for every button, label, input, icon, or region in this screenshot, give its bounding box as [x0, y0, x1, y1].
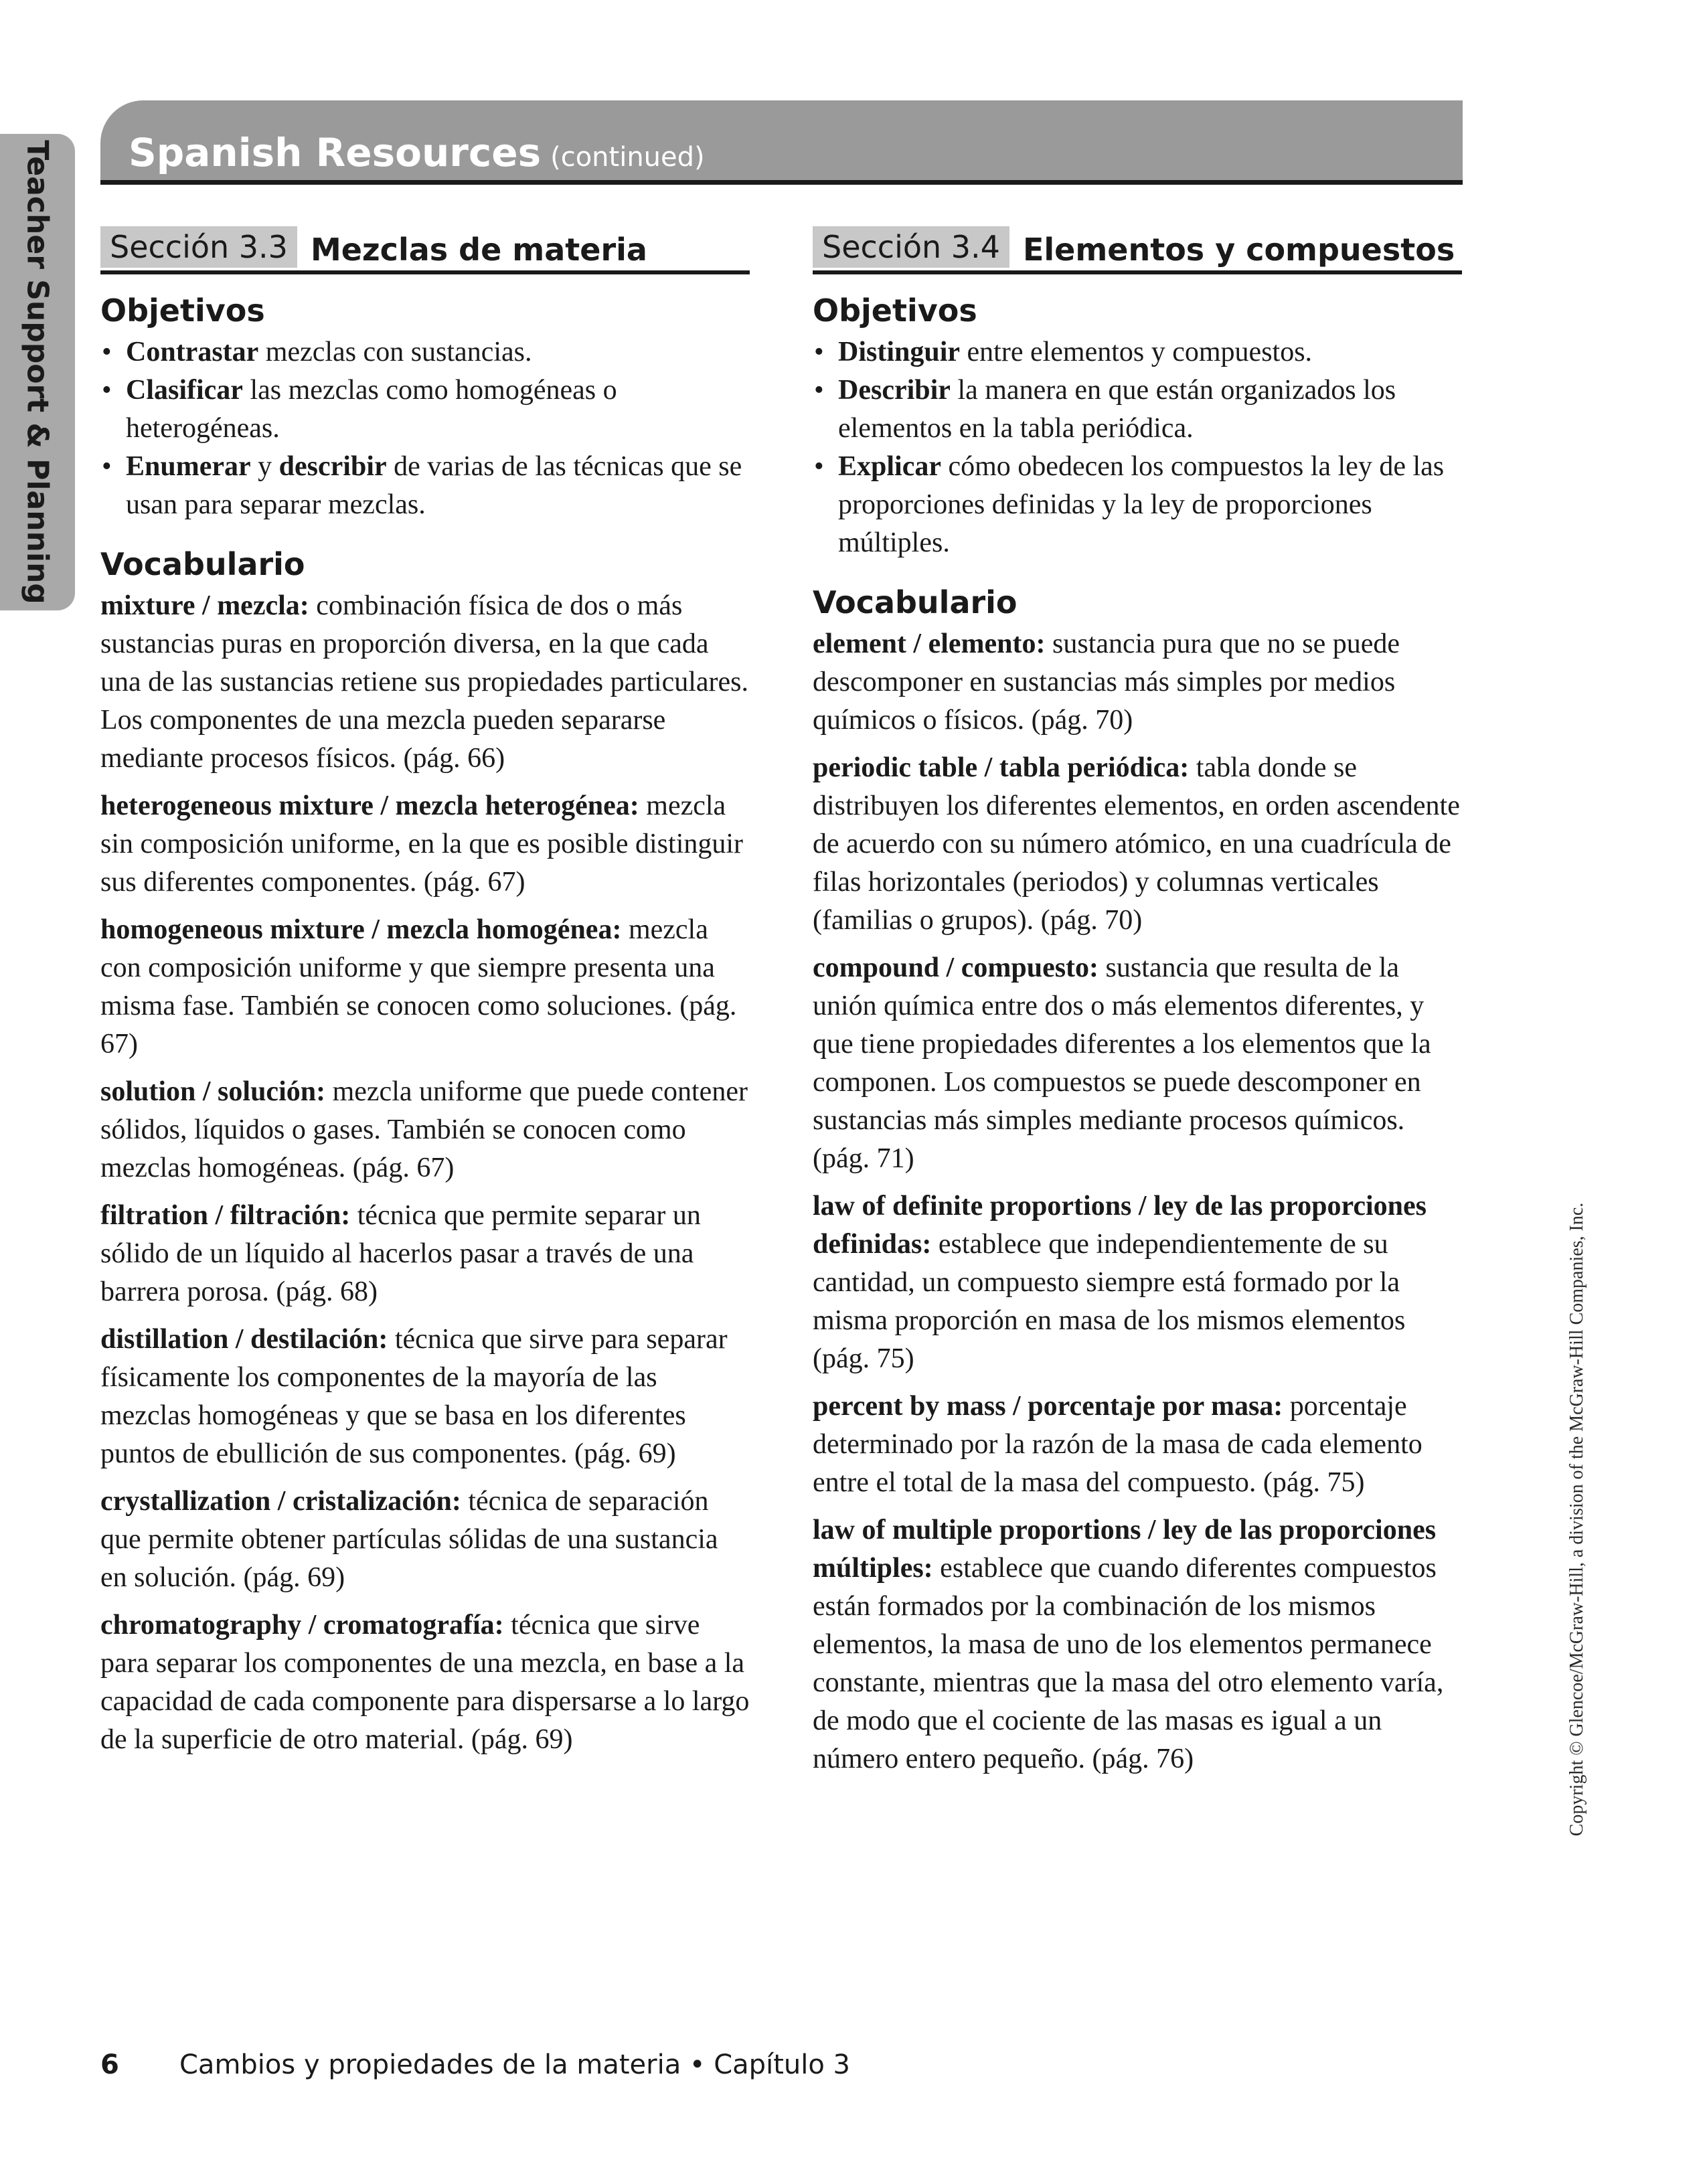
vocab-term: crystallization / cristalización:: [100, 1486, 461, 1517]
vocab-term: distillation / destilación:: [100, 1324, 388, 1355]
vocab-entry: [813, 749, 1462, 940]
section-title: Elementos y compuestos: [1022, 232, 1455, 268]
vocab-definition: establece que cuando diferentes compuestos están formados por la combinación de los mismos elementos, la masa de uno de los elementos permanece constante, mientras que la masa del otro elemento varía, de modo que el cociente de las masas es igual a un número entero pequeño. (pág. 76): [813, 1553, 1444, 1774]
vocab-term: homogeneous mixture / mezcla homogénea:: [100, 914, 622, 945]
objectives-list: [813, 333, 1462, 562]
vocabulary-heading: Vocabulario: [813, 584, 1018, 620]
objective-item: • Clasificar las mezclas como homogéneas o heterogéneas.: [102, 375, 617, 444]
section-heading: [100, 226, 750, 274]
section-title: Mezclas de materia: [310, 232, 647, 268]
objective-verb: Explicar: [838, 451, 941, 482]
section-number: Sección 3.3: [100, 226, 297, 268]
objective-verb: Describir: [838, 375, 951, 406]
vocab-entry: [100, 1197, 750, 1311]
header-title-text: Spanish Resources: [129, 130, 542, 175]
objective-item: • Describir la manera en que están organizados los elementos en la tabla periódica.: [814, 375, 1396, 444]
vocab-definition: porcentaje determinado por la razón de la masa de cada elemento entre el total de la masa del compuesto. (pág. 75): [813, 1391, 1422, 1498]
objective-verb: Clasificar: [126, 375, 243, 406]
objective-text: mezclas con sustancias.: [258, 337, 532, 367]
vocab-definition: técnica que sirve para separar físicamente los componentes de la mayoría de las mezclas homogéneas y que se basa en los diferentes puntos de ebullición de sus componentes. (pág. 69): [100, 1324, 728, 1469]
left-column: [100, 226, 750, 1768]
vocab-term: solution / solución:: [100, 1076, 326, 1107]
vocab-definition: mezcla sin composición uniforme, en la que es posible distinguir sus diferentes componentes. (pág. 67): [100, 790, 744, 898]
vocab-entry: [100, 1483, 750, 1597]
vocab-term: mixture / mezcla:: [100, 590, 309, 621]
objective-text: la manera en que están organizados los elementos en la tabla periódica.: [838, 375, 1396, 444]
objective-verb: describir: [278, 451, 387, 482]
page-footer: [100, 2049, 850, 2080]
header-continued: (continued): [550, 142, 705, 173]
objective-item: • Explicar cómo obedecen los compuestos la ley de las proporciones definidas y la ley de proporciones múltiples.: [814, 451, 1445, 558]
vocab-definition: mezcla con composición uniforme y que siempre presenta una misma fase. También se conocen como soluciones. (pág. 67): [100, 914, 737, 1060]
vocab-definition: sustancia que resulta de la unión química entre dos o más elementos diferentes, y que tiene propiedades diferentes a los elementos que la componen. Los compuestos se puede descomponer en sustancias más simples mediante procesos químicos. (pág. 71): [813, 952, 1431, 1174]
vocab-term: percent by mass / porcentaje por masa:: [813, 1391, 1283, 1422]
vocab-term: heterogeneous mixture / mezcla heterogénea:: [100, 790, 639, 821]
section-heading: [813, 226, 1462, 274]
side-tab-label: Teacher Support & Planning: [20, 140, 55, 604]
vocabulary-list: [100, 587, 750, 1759]
vocab-definition: establece que independientemente de su cantidad, un compuesto siempre está formado por la misma proporción en masa de los mismos elementos (pág. 75): [813, 1229, 1406, 1374]
vocab-definition: sustancia pura que no se puede descomponer en sustancias más simples por medios químicos o físicos. (pág. 70): [813, 628, 1400, 736]
vocab-entry: [813, 1511, 1462, 1778]
right-column: [813, 226, 1462, 1788]
vocab-term: chromatography / cromatografía:: [100, 1610, 504, 1641]
vocab-entry: [100, 1606, 750, 1759]
vocab-entry: [100, 1073, 750, 1187]
vocabulary-list: [813, 625, 1462, 1778]
vocab-entry: [100, 787, 750, 902]
objective-item: • Enumerar y describir de varias de las técnicas que se usan para separar mezclas.: [102, 451, 742, 520]
vocab-term: law of multiple proportions / ley de las proporciones múltiples:: [813, 1515, 1437, 1584]
objective-text: cómo obedecen los compuestos la ley de las proporciones definidas y la ley de proporciones múltiples.: [838, 451, 1445, 558]
objectives-heading: Objetivos: [100, 292, 265, 329]
vocab-term: element / elemento:: [813, 628, 1046, 659]
vocab-definition: mezcla uniforme que puede contener sólidos, líquidos o gases. También se conocen como mezclas homogéneas. (pág. 67): [100, 1076, 748, 1183]
vocab-term: law of definite proportions / ley de las proporciones definidas:: [813, 1191, 1427, 1260]
objective-connector: y: [250, 451, 279, 482]
vocab-definition: técnica que sirve para separar los componentes de una mezcla, en base a la capacidad de cada componente para dispersarse a lo largo de la superficie de otro material. (pág. 69): [100, 1610, 750, 1755]
vocab-entry: [813, 1187, 1462, 1378]
vocab-definition: técnica de separación que permite obtener partículas sólidas de una sustancia en solución. (pág. 69): [100, 1486, 718, 1593]
vocab-definition: combinación física de dos o más sustancias puras en proporción diversa, en la que cada una de las sustancias retiene sus propiedades particulares. Los componentes de una mezcla pueden separarse mediante procesos físicos. (pág. 66): [100, 590, 748, 774]
footer-chapter-text: Cambios y propiedades de la materia • Capítulo 3: [179, 2049, 850, 2080]
objective-item: • Distinguir entre elementos y compuestos.: [814, 337, 1313, 367]
vocab-definition: tabla donde se distribuyen los diferentes elementos, en orden ascendente de acuerdo con su número atómico, en una cuadrícula de filas horizontales (periodos) y columnas verticales (familias o grupos). (pág. 70): [813, 752, 1460, 936]
vocab-entry: [100, 587, 750, 778]
objective-item: • Contrastar mezclas con sustancias.: [102, 337, 532, 367]
header-title: [129, 130, 705, 175]
objectives-list: [100, 333, 750, 524]
header-bar: [100, 100, 1463, 185]
objectives-heading: Objetivos: [813, 292, 977, 329]
page-number: 6: [100, 2049, 119, 2080]
vocabulary-heading: Vocabulario: [100, 546, 305, 582]
vocab-term: filtration / filtración:: [100, 1200, 351, 1231]
vocab-definition: técnica que permite separar un sólido de un líquido al hacerlos pasar a través de una barrera porosa. (pág. 68): [100, 1200, 701, 1307]
vocab-term: periodic table / tabla periódica:: [813, 752, 1190, 783]
section-number: Sección 3.4: [813, 226, 1009, 268]
vocab-entry: [813, 1388, 1462, 1502]
objective-verb: Enumerar: [126, 451, 251, 482]
objective-verb: Contrastar: [126, 337, 259, 367]
objective-verb: Distinguir: [838, 337, 961, 367]
vocab-entry: [100, 1321, 750, 1473]
objective-text: entre elementos y compuestos.: [960, 337, 1313, 367]
objective-text: de varias de las técnicas que se usan para separar mezclas.: [126, 451, 742, 520]
objective-text: las mezclas como homogéneas o heterogéneas.: [126, 375, 617, 444]
vocab-entry: [100, 911, 750, 1064]
copyright-notice: Copyright © Glencoe/McGraw-Hill, a division of the McGraw-Hill Companies, Inc.: [1566, 1202, 1587, 1837]
vocab-term: compound / compuesto:: [813, 952, 1099, 983]
vocab-entry: [813, 625, 1462, 740]
vocab-entry: [813, 949, 1462, 1178]
